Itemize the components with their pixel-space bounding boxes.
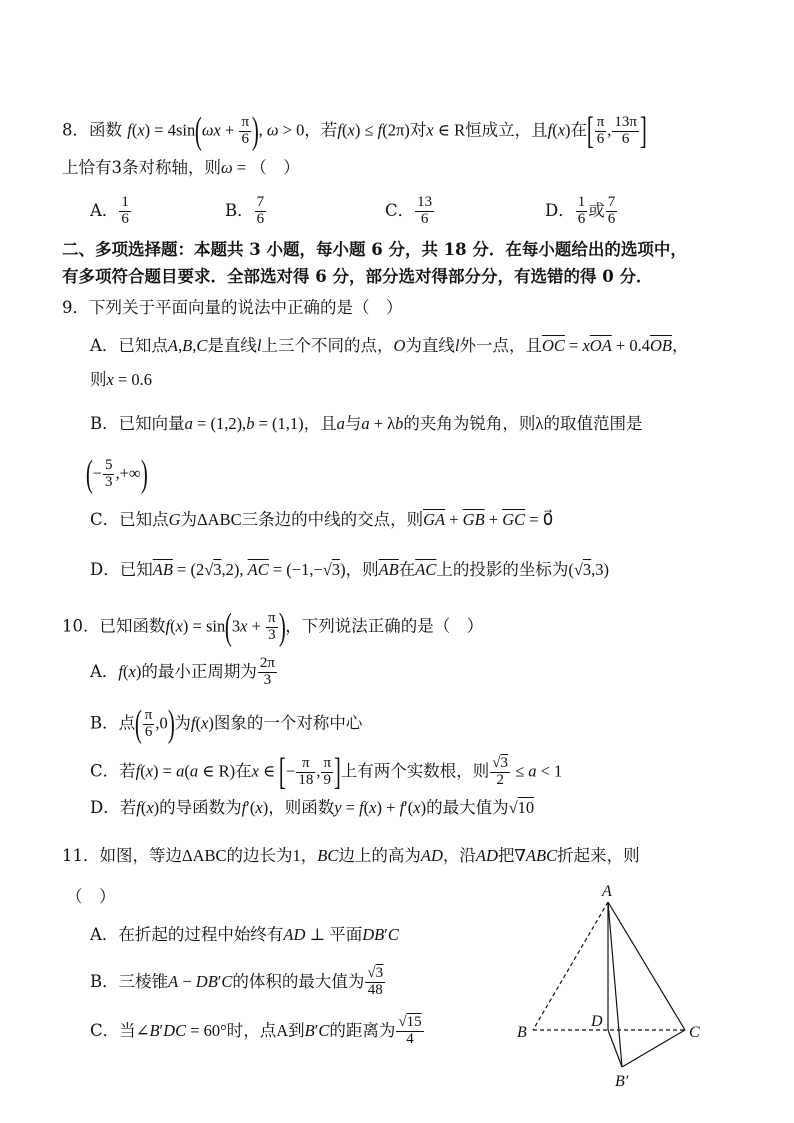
q11-paren: （ ）: [66, 887, 116, 906]
q10-option-b[interactable]: B．点( $\frac{\pi}{6}$ ,0)为f(x)图象的一个对称中心: [90, 703, 363, 745]
edge-bpc: [622, 1030, 685, 1067]
q9-option-d[interactable]: D．已知$\overline{AB} = (2√3,2)$, $\overline{AC} = (-1,-√3)$，则$\overline{AB}$在$\overline{AC}$上的投影的坐标为(√3,3): [90, 560, 610, 579]
q9-option-a-line2: 则x = 0.6: [90, 370, 153, 389]
q9-option-b-line2: (− $\frac{5}{3}$ ,+∞): [85, 453, 148, 495]
q9-option-a-line1[interactable]: A．已知点A,B,C是直线l上三个不同的点，O为直线l外一点，且$\overline{OC} = x\overline{OA} + 0.4\overline{OB}$，: [90, 336, 689, 355]
edge-ab: [533, 902, 608, 1030]
q8-option-d[interactable]: D． $\frac{1}{6}$ 或 $\frac{7}{6}$: [545, 194, 616, 227]
q11-stem: 11．如图，等边ΔABC的边长为1，BC边上的高为AD，沿AD把∇ABC折起来，则: [62, 846, 640, 865]
q9-stem: 9．下列关于平面向量的说法中正确的是（ ）: [62, 298, 403, 317]
q8-stem-line2: 上恰有3条对称轴，则ω = （ ）: [62, 158, 300, 177]
q11-option-b[interactable]: B．三棱锥A − DB′C的体积的最大值为 $\frac{√3}{48}$: [90, 965, 384, 998]
q10-option-a[interactable]: A．f(x)的最小正周期为 $\frac{2\pi}{3}$: [90, 655, 275, 688]
q11-option-a[interactable]: A．在折起的过程中始终有AD ⊥ 平面DB′C: [90, 925, 399, 944]
q9-option-c[interactable]: C．已知点G为ΔABC三条边的中线的交点，则$\overline{GA} + \overline{GB} + \overline{GC}$ = 0⃗: [90, 510, 554, 529]
label-a: A: [602, 883, 612, 900]
q10-option-d[interactable]: D．若f(x)的导函数为f′(x)，则函数y = f(x) + f′(x)的最大值为√10: [90, 798, 535, 817]
q8-option-b[interactable]: B． $\frac{7}{6}$: [225, 194, 265, 227]
edge-abp: [608, 902, 622, 1067]
section2-heading-line1: 二、多项选择题：本题共 3 小题，每小题 6 分，共 18 分．在每小题给出的选项中，: [62, 240, 687, 259]
tetrahedron-figure: [505, 880, 725, 1095]
label-d: D: [591, 1013, 603, 1030]
edge-ac: [608, 902, 685, 1030]
q10-stem: 10．已知函数f(x) = sin(3x + $\frac{\pi}{3}$ )，下列说法正确的是（ ）: [62, 606, 484, 648]
q11-option-c[interactable]: C．当∠B′DC = 60°时，点A到B′C的距离为 $\frac{√15}{4}$: [90, 1014, 422, 1047]
section2-heading-line2: 有多项符合题目要求．全部选对得 6 分，部分选对得部分分，有选错的得 0 分．: [62, 267, 653, 286]
label-b: B: [517, 1024, 527, 1041]
label-b-prime: B′: [615, 1073, 629, 1090]
q10-option-c[interactable]: C．若f(x) = a(a ∈ R)在x ∈ [− $\frac{\pi}{18}$ , $\frac{\pi}{9}$ ]上有两个实数根，则 $\frac{√3}{2}$ ≤ a < 1: [90, 751, 563, 793]
label-c: C: [689, 1024, 700, 1041]
q8-option-c[interactable]: C． $\frac{13}{6}$: [385, 194, 433, 227]
q9-option-b-line1[interactable]: B．已知向量a = (1,2),b = (1,1)，且a与a + λb的夹角为锐角，则λ的取值范围是: [90, 414, 643, 433]
q8-option-a[interactable]: A． $\frac{1}{6}$: [90, 194, 129, 227]
q8-stem-line1: 8．函数 f(x) = 4sin(ωx + $\frac{\pi}{6}$ ), ω > 0，若f(x) ≤ f(2π)对x ∈ R恒成立，且f(x)在[ $\frac{\pi}{6}$ , $\frac{13\pi}{6}$ ]: [62, 110, 647, 152]
